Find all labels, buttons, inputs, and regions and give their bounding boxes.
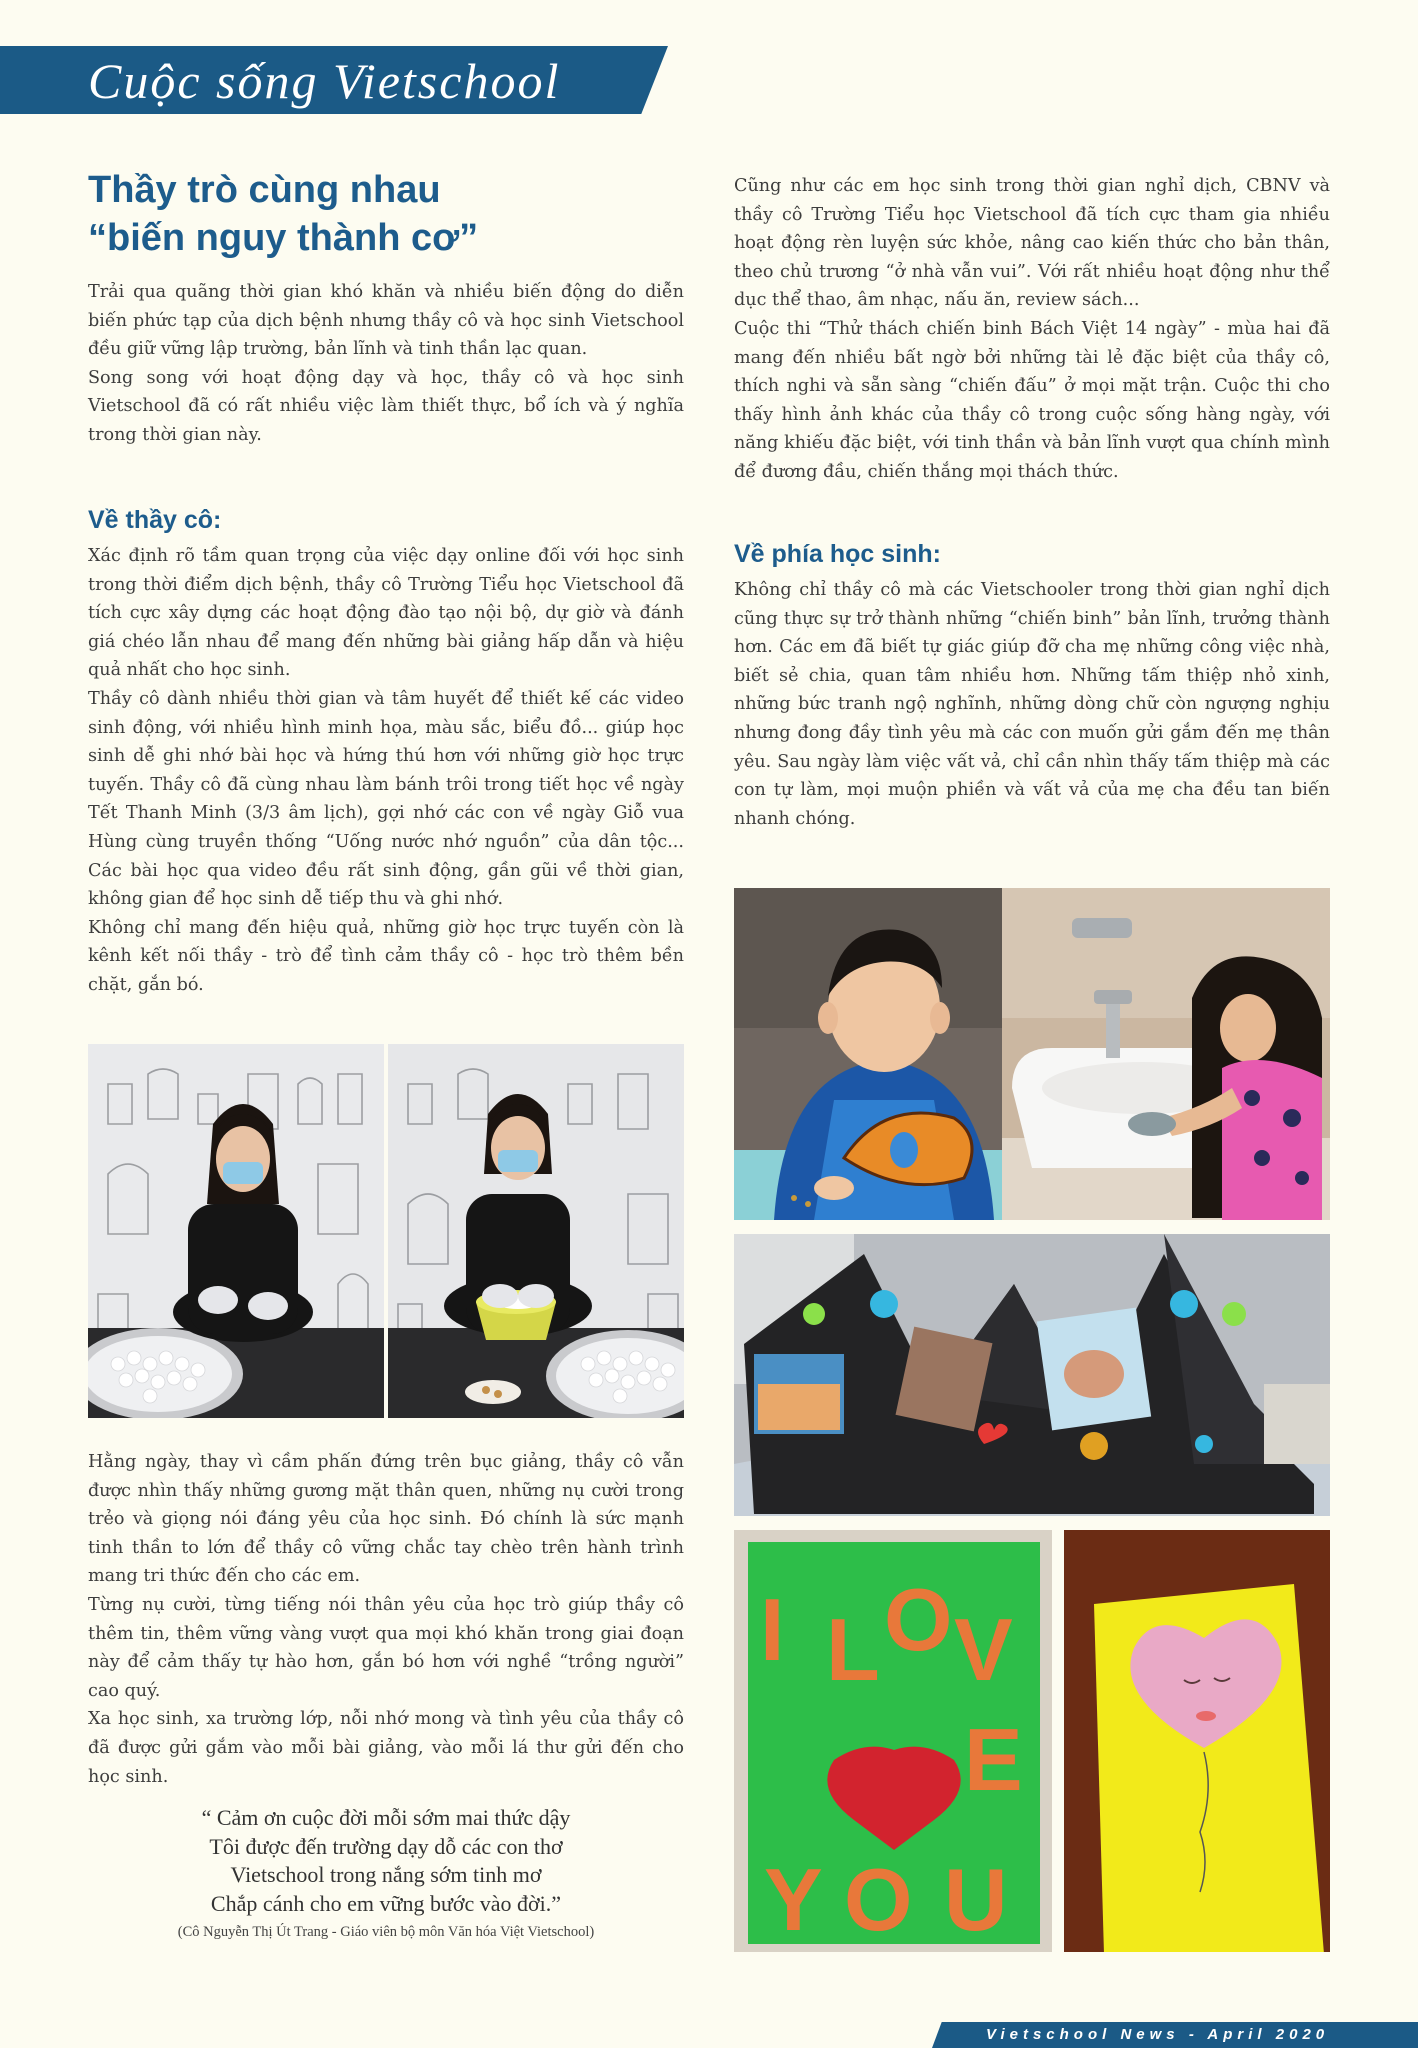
card-letter-L: L xyxy=(826,1600,880,1699)
poem xyxy=(88,1804,684,1941)
daily-paragraph-1: Hằng ngày, thay vì cầm phấn đứng trên bục giảng, thầy cô vẫn được nhìn thấy những gương mặt thân quen, những nụ cười trong trẻo và giọng nói đáng yêu của học sinh. Đó chính là sức mạnh tinh thần to lớn để thầy cô vững chắc tay chèo trên hành trình mang tri thức đến cho các em. xyxy=(88,1452,684,1587)
students-section xyxy=(734,576,1330,833)
heart-card-illustration xyxy=(1064,1530,1330,1952)
girl-cleaning-sink-photo xyxy=(1002,888,1330,1220)
poem-line-1: “ Cảm ơn cuộc đời mỗi sớm mai thức dậy xyxy=(201,1805,571,1830)
teachers-making-banh-troi-photo xyxy=(88,1044,684,1418)
article-title xyxy=(88,166,684,262)
folded-photo-card-photo xyxy=(734,1234,1330,1516)
daily-paragraph-2: Từng nụ cười, từng tiếng nói thân yêu của học trò giúp thầy cô thêm tin, thêm vững vàng vượt qua mọi khó khăn trong giai đoạn này để cảm thấy tự hào hơn, gắn bó hơn với nghề “trồng người” cao quý. xyxy=(88,1594,684,1701)
teachers-paragraph-1: Xác định rõ tầm quan trọng của việc dạy online đối với học sinh trong thời điểm dịch bệnh, thầy cô Trường Tiểu học Vietschool đã tích cực xây dựng các hoạt động đào tạo nội bộ, dự giờ và đánh giá chéo lẫn nhau để mang đến những bài giảng hấp dẫn và hiệu quả nhất cho học sinh. xyxy=(88,546,684,681)
poem-line-4: Chắp cánh cho em vững bước vào đời.” xyxy=(210,1890,562,1916)
right-intro xyxy=(734,172,1330,487)
teachers-section xyxy=(88,542,684,1000)
love-card-illustration xyxy=(734,1530,1052,1952)
right-paragraph-1: Cũng như các em học sinh trong thời gian nghỉ dịch, CBNV và thầy cô Trường Tiểu học Vietschool đã tích cực tham gia nhiều hoạt động rèn luyện sức khỏe, nâng cao kiến thức cho bản thân, theo chủ trương “ở nhà vẫn vui”. Với rất nhiều hoạt động như thể dục thể thao, âm nhạc, nấu ăn, review sách... xyxy=(734,176,1330,311)
card-letter-V: V xyxy=(954,1600,1013,1699)
teachers-heading: Về thầy cô: xyxy=(88,506,222,534)
daily-section xyxy=(88,1448,684,1791)
students-heading: Về phía học sinh: xyxy=(734,540,941,568)
card-letter-Y: Y xyxy=(764,1850,823,1949)
section-title: Cuộc sống Vietschool xyxy=(88,53,561,109)
teachers-photo-illustration xyxy=(88,1044,684,1418)
title-line-1: Thầy trò cùng nhau xyxy=(88,169,441,211)
poem-line-2: Tôi được đến trường dạy dỗ các con thơ xyxy=(209,1833,563,1859)
poem-line-3: Vietschool trong nắng sớm tinh mơ xyxy=(230,1862,542,1887)
students-paragraph-1: Không chỉ thầy cô mà các Vietschooler trong thời gian nghỉ dịch cũng thực sự trở thành những “chiến binh” bản lĩnh, trưởng thành hơn. Các em đã biết tự giác giúp đỡ cha mẹ những công việc nhà, biết sẻ chia, quan tâm nhiều hơn. Những tấm thiệp nhỏ xinh, những bức tranh ngộ nghĩnh, những dòng chữ còn ngượng nghịu nhưng đong đầy tình yêu mà các con muốn gửi gắm đến mẹ thân yêu. Sau ngày làm việc vất vả, chỉ cần nhìn thấy tấm thiệp mà các con tự làm, mọi muộn phiền và vất vả của mẹ cha đều tan biến nhanh chóng. xyxy=(734,580,1330,829)
boy-making-craft-photo xyxy=(734,888,1028,1220)
intro-paragraph-1: Trải qua quãng thời gian khó khăn và nhiều biến động do diễn biến phức tạp của dịch bệnh nhưng thầy cô và học sinh Vietschool đều giữ vững lập trường, bản lĩnh và tinh thần lạc quan. xyxy=(88,282,684,360)
intro-section xyxy=(88,278,684,450)
card-letter-O-2: O xyxy=(844,1850,913,1949)
title-line-2: “biến nguy thành cơ” xyxy=(88,217,479,259)
yellow-heart-card-photo xyxy=(1064,1530,1330,1952)
teachers-paragraph-3: Không chỉ mang đến hiệu quả, những giờ học trực tuyến còn là kênh kết nối thầy - trò để tình cảm thầy cô - học trò thêm bền chặt, gắn bó. xyxy=(88,917,684,995)
folded-card-illustration xyxy=(734,1234,1330,1516)
right-paragraph-2: Cuộc thi “Thử thách chiến binh Bách Việt 14 ngày” - mùa hai đã mang đến nhiều bất ngờ bởi những tài lẻ đặc biệt của thầy cô, thích nghi và sẵn sàng “chiến đấu” ở mọi mặt trận. Cuộc thi cho thấy hình ảnh khác của thầy cô trong cuộc sống hàng ngày, với năng khiếu đặc biệt, với tinh thần và bản lĩnh vượt qua chính mình để đương đầu, chiến thắng mọi thách thức. xyxy=(734,318,1330,482)
card-letter-O: O xyxy=(884,1570,953,1669)
i-love-you-card-photo xyxy=(734,1530,1052,1952)
card-letter-E: E xyxy=(964,1710,1023,1809)
intro-paragraph-2: Song song với hoạt động dạy và học, thầy cô và học sinh Vietschool đã có rất nhiều việc làm thiết thực, bổ ích và ý nghĩa trong thời gian này. xyxy=(88,367,684,445)
teachers-paragraph-2: Thầy cô dành nhiều thời gian và tâm huyết để thiết kế các video sinh động, với nhiều hình minh họa, màu sắc, biểu đồ... giúp học sinh dễ ghi nhớ bài học và hứng thú hơn với những giờ học trực tuyến. Thầy cô đã cùng nhau làm bánh trôi trong tiết học về ngày Tết Thanh Minh (3/3 âm lịch), gợi nhớ các con về ngày Giỗ vua Hùng cùng truyền thống “Uống nước nhớ nguồn” của dân tộc... Các bài học qua video đều rất sinh động, gần gũi về thời gian, không gian để học sinh dễ tiếp thu và ghi nhớ. xyxy=(88,688,684,910)
girl-photo-illustration xyxy=(1002,888,1330,1220)
poem-credit: (Cô Nguyễn Thị Út Trang - Giáo viên bộ môn Văn hóa Việt Vietschool) xyxy=(177,1924,595,1940)
card-letter-I: I xyxy=(760,1580,785,1679)
card-letter-U: U xyxy=(944,1850,1008,1949)
footer-issue-label: Vietschool News - April 2020 xyxy=(986,2026,1330,2043)
daily-paragraph-3: Xa học sinh, xa trường lớp, nỗi nhớ mong và tình yêu của thầy cô đã được gửi gắm vào mỗi bài giảng, vào mỗi lá thư gửi đến cho học sinh. xyxy=(88,1709,684,1787)
boy-photo-illustration xyxy=(734,888,1028,1220)
